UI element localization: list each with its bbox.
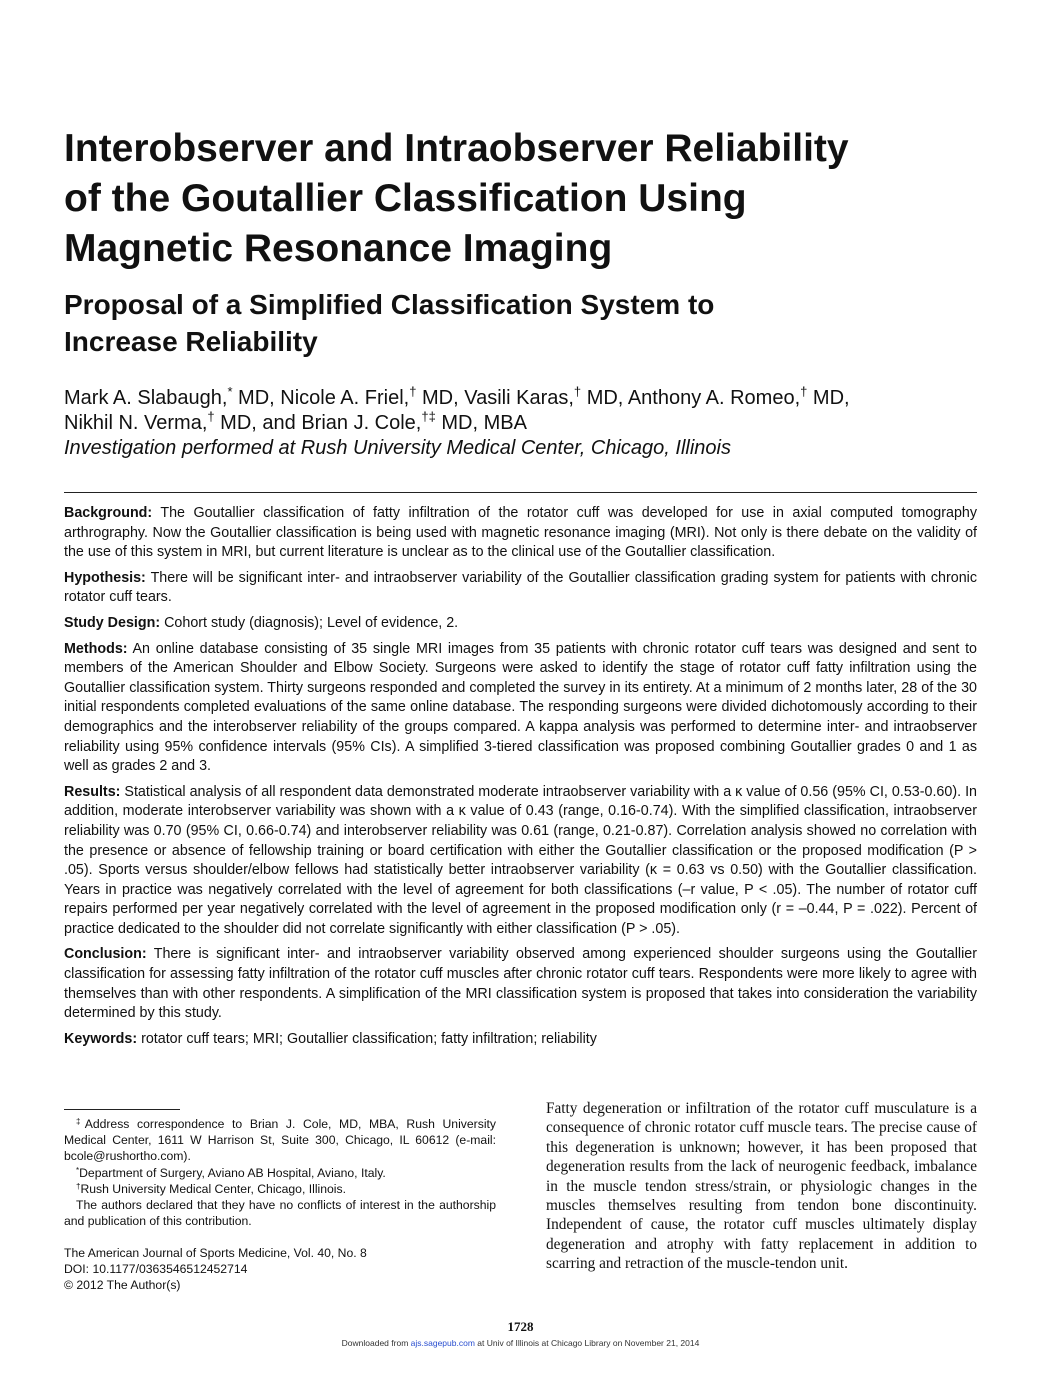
section-text: An online database consisting of 35 single MRI images from 35 patients with chronic rotator cuff tears was designed and sent to members of the American Shoulder and Elbow Society. Surgeons were asked to identify the stage of rotator cuff fatty infiltration using the Goutallier classification system. Thirty surgeons responded and completed the survey in its entirety. At a minimum of 2 months later, 28 of the 30 initial respondents completed evaluations of the same online database. The responding surgeons were divided dichotomously according to their demographics and the interobserver reliability of the groups compared. A kappa analysis was performed to determine inter- and intraobserver reliability using 95% confidence intervals (95% CIs). A simplified 3-tiered classification was proposed combining Goutallier grades 0 and 1 as well as grades 2 and 3. [64,640,977,775]
download-suffix: at Univ of Illinois at Chicago Library on November 21, 2014 [474,1338,700,1348]
abstract-divider [64,492,977,493]
author-degree: MD, MBA [435,412,527,434]
author-name: Anthony A. Romeo, [627,387,801,409]
section-label: Background: [64,505,153,521]
download-link[interactable]: ajs.sagepub.com [410,1338,475,1348]
title-line: Magnetic Resonance Imaging [64,227,613,270]
investigation-site: Investigation performed at Rush University Medical Center, Chicago, Illinois [64,437,731,459]
footnote-rush [64,1181,496,1197]
affiliation-mark: † [207,409,215,424]
affiliation-mark: †‡ [421,409,436,424]
journal-doi: DOI: 10.1177/0363546512452714 [64,1262,248,1277]
download-notice [0,1338,1041,1348]
abstract-keywords [64,1030,977,1050]
section-text: Cohort study (diagnosis); Level of evidence, 2. [160,614,459,631]
abstract-hypothesis [64,569,977,608]
affiliation-mark: † [573,384,582,399]
section-label: Methods: [64,640,128,657]
footnote-conflicts: The authors declared that they have no conflicts of interest in the authorship and publication of this contribution. [64,1198,496,1229]
author-name: Mark A. Slabaugh, [64,387,228,409]
footnote-address [64,1116,496,1165]
article-title [64,124,964,274]
author-name: Nikhil N. Verma, [64,412,208,434]
footnote-text: Rush University Medical Center, Chicago, Illinois. [80,1181,346,1196]
section-text: rotator cuff tears; MRI; Goutallier classification; fatty infiltration; reliability [137,1030,597,1047]
footnote-mark: ‡ [76,1117,85,1126]
section-text: There is significant inter- and intraobserver variability observed among experienced shoulder surgeons using the Goutallier classification for assessing fatty infiltration of the rotator cuff muscles after chronic rotator cuff tears. Respondents were more likely to agree with themselves than with other respondents. A simplification of the MRI classification system is proposed that takes into consideration the variability determined by this study. [64,946,977,1022]
footnote-aviano [64,1165,496,1181]
footnotes [64,1116,496,1229]
section-label: Results: [64,783,121,800]
affiliation-mark: † [800,384,808,399]
section-label: Keywords: [64,1030,138,1047]
journal-citation: The American Journal of Sports Medicine, Vol. 40, No. 8 [64,1246,367,1260]
affiliation-mark: † [409,384,417,399]
section-text: The Goutallier classification of fatty infiltration of the rotator cuff was developed for use in axial computed tomography arthrography. Now the Goutallier classification is being used with magnetic resonance imaging (MRI). Not only is there debate on the validity of the use of this system in MRI, but current literature is unclear as to the clinical use of the Goutallier classification. [64,505,977,561]
author-degree: MD, [581,387,628,409]
article-subtitle [64,286,964,360]
footnote-text: Address correspondence to Brian J. Cole, MD, MBA, Rush University Medical Center, 1611 W Harrison St, Suite 300, Chicago, IL 60612 (e-mail: bcole@rushortho.com). [64,1117,497,1164]
footnote-mark: * [76,1165,80,1175]
author-line-2 [64,411,994,436]
abstract-conclusion [64,945,977,1023]
author-degree: MD, [214,412,263,434]
abstract-methods [64,640,977,777]
affiliation-mark: * [227,384,233,399]
body-paragraph: Fatty degeneration or infiltration of the rotator cuff musculature is a consequence of chronic rotator cuff muscle tears. The precise cause of this degeneration is unknown; however, it has been proposed that degeneration results from the lack of neurogenic feedback, imbalance in the muscle tendon stress/strain, or physiologic changes in the muscles themselves resulting from tendon bone discontinuity. Independent of cause, the rotator cuff muscles ultimately display degeneration and atrophy with fatty replacement in addition to scarring and retraction of the muscle-tendon unit. [546,1100,977,1273]
section-text: Statistical analysis of all respondent data demonstrated moderate intraobserver variability with a κ value of 0.56 (95% CI, 0.53-0.60). In addition, moderate interobserver variability was shown with a κ value of 0.43 (range, 0.16-0.74). With the simplified classification, intraobserver reliability was 0.70 (95% CI, 0.66-0.74) and interobserver reliability was 0.61 (range, 0.21-0.87). Correlation analysis showed no correlation with the presence or absence of fellowship training or board certification with either the Goutallier classification or the proposed modification (P > .05). Sports versus shoulder/elbow fellows had statistically better intraobserver variability (κ = 0.63 vs 0.50) with the Goutallier classification. Years in practice was negatively correlated with the level of agreement for both classifications (–r value, P < .05). The number of rotator cuff repairs performed per year negatively correlated with the level of agreement in the proposed modification only (r = –0.44, P = .022). Percent of practice dedicated to the shoulder did not correlate significantly with either classification (P > .05). [64,783,977,937]
author-name: and Brian J. Cole, [262,412,422,434]
title-line: of the Goutallier Classification Using [64,177,747,220]
author-name: Nicole A. Friel, [280,387,410,409]
journal-info [64,1245,496,1294]
page-number: 1728 [507,1319,534,1334]
author-degree: MD, [807,387,850,409]
section-label: Hypothesis: [64,569,146,586]
title-line: Interobserver and Intraobserver Reliability [64,127,849,170]
footnote-text: Department of Surgery, Aviano AB Hospital, Aviano, Italy. [79,1165,386,1180]
author-line-1 [64,386,994,411]
author-name: Vasili Karas, [464,387,574,409]
abstract-background [64,504,977,563]
author-degree: MD, [232,387,281,409]
section-label: Study Design: [64,614,161,631]
section-text: There will be significant inter- and intraobserver variability of the Goutallier classification grading system for patients with chronic rotator cuff tears. [64,569,977,606]
author-degree: MD, [416,387,465,409]
subtitle-line: Proposal of a Simplified Classification System to [64,289,715,320]
journal-copyright: © 2012 The Author(s) [64,1278,181,1293]
abstract-study-design [64,614,977,634]
subtitle-line: Increase Reliability [64,326,318,357]
download-prefix: Downloaded from [341,1338,411,1348]
abstract-results [64,783,977,940]
footnote-divider [64,1109,180,1110]
author-list [64,386,994,461]
abstract [64,504,977,1055]
section-label: Conclusion: [64,946,147,963]
footnote-mark: † [76,1181,81,1191]
